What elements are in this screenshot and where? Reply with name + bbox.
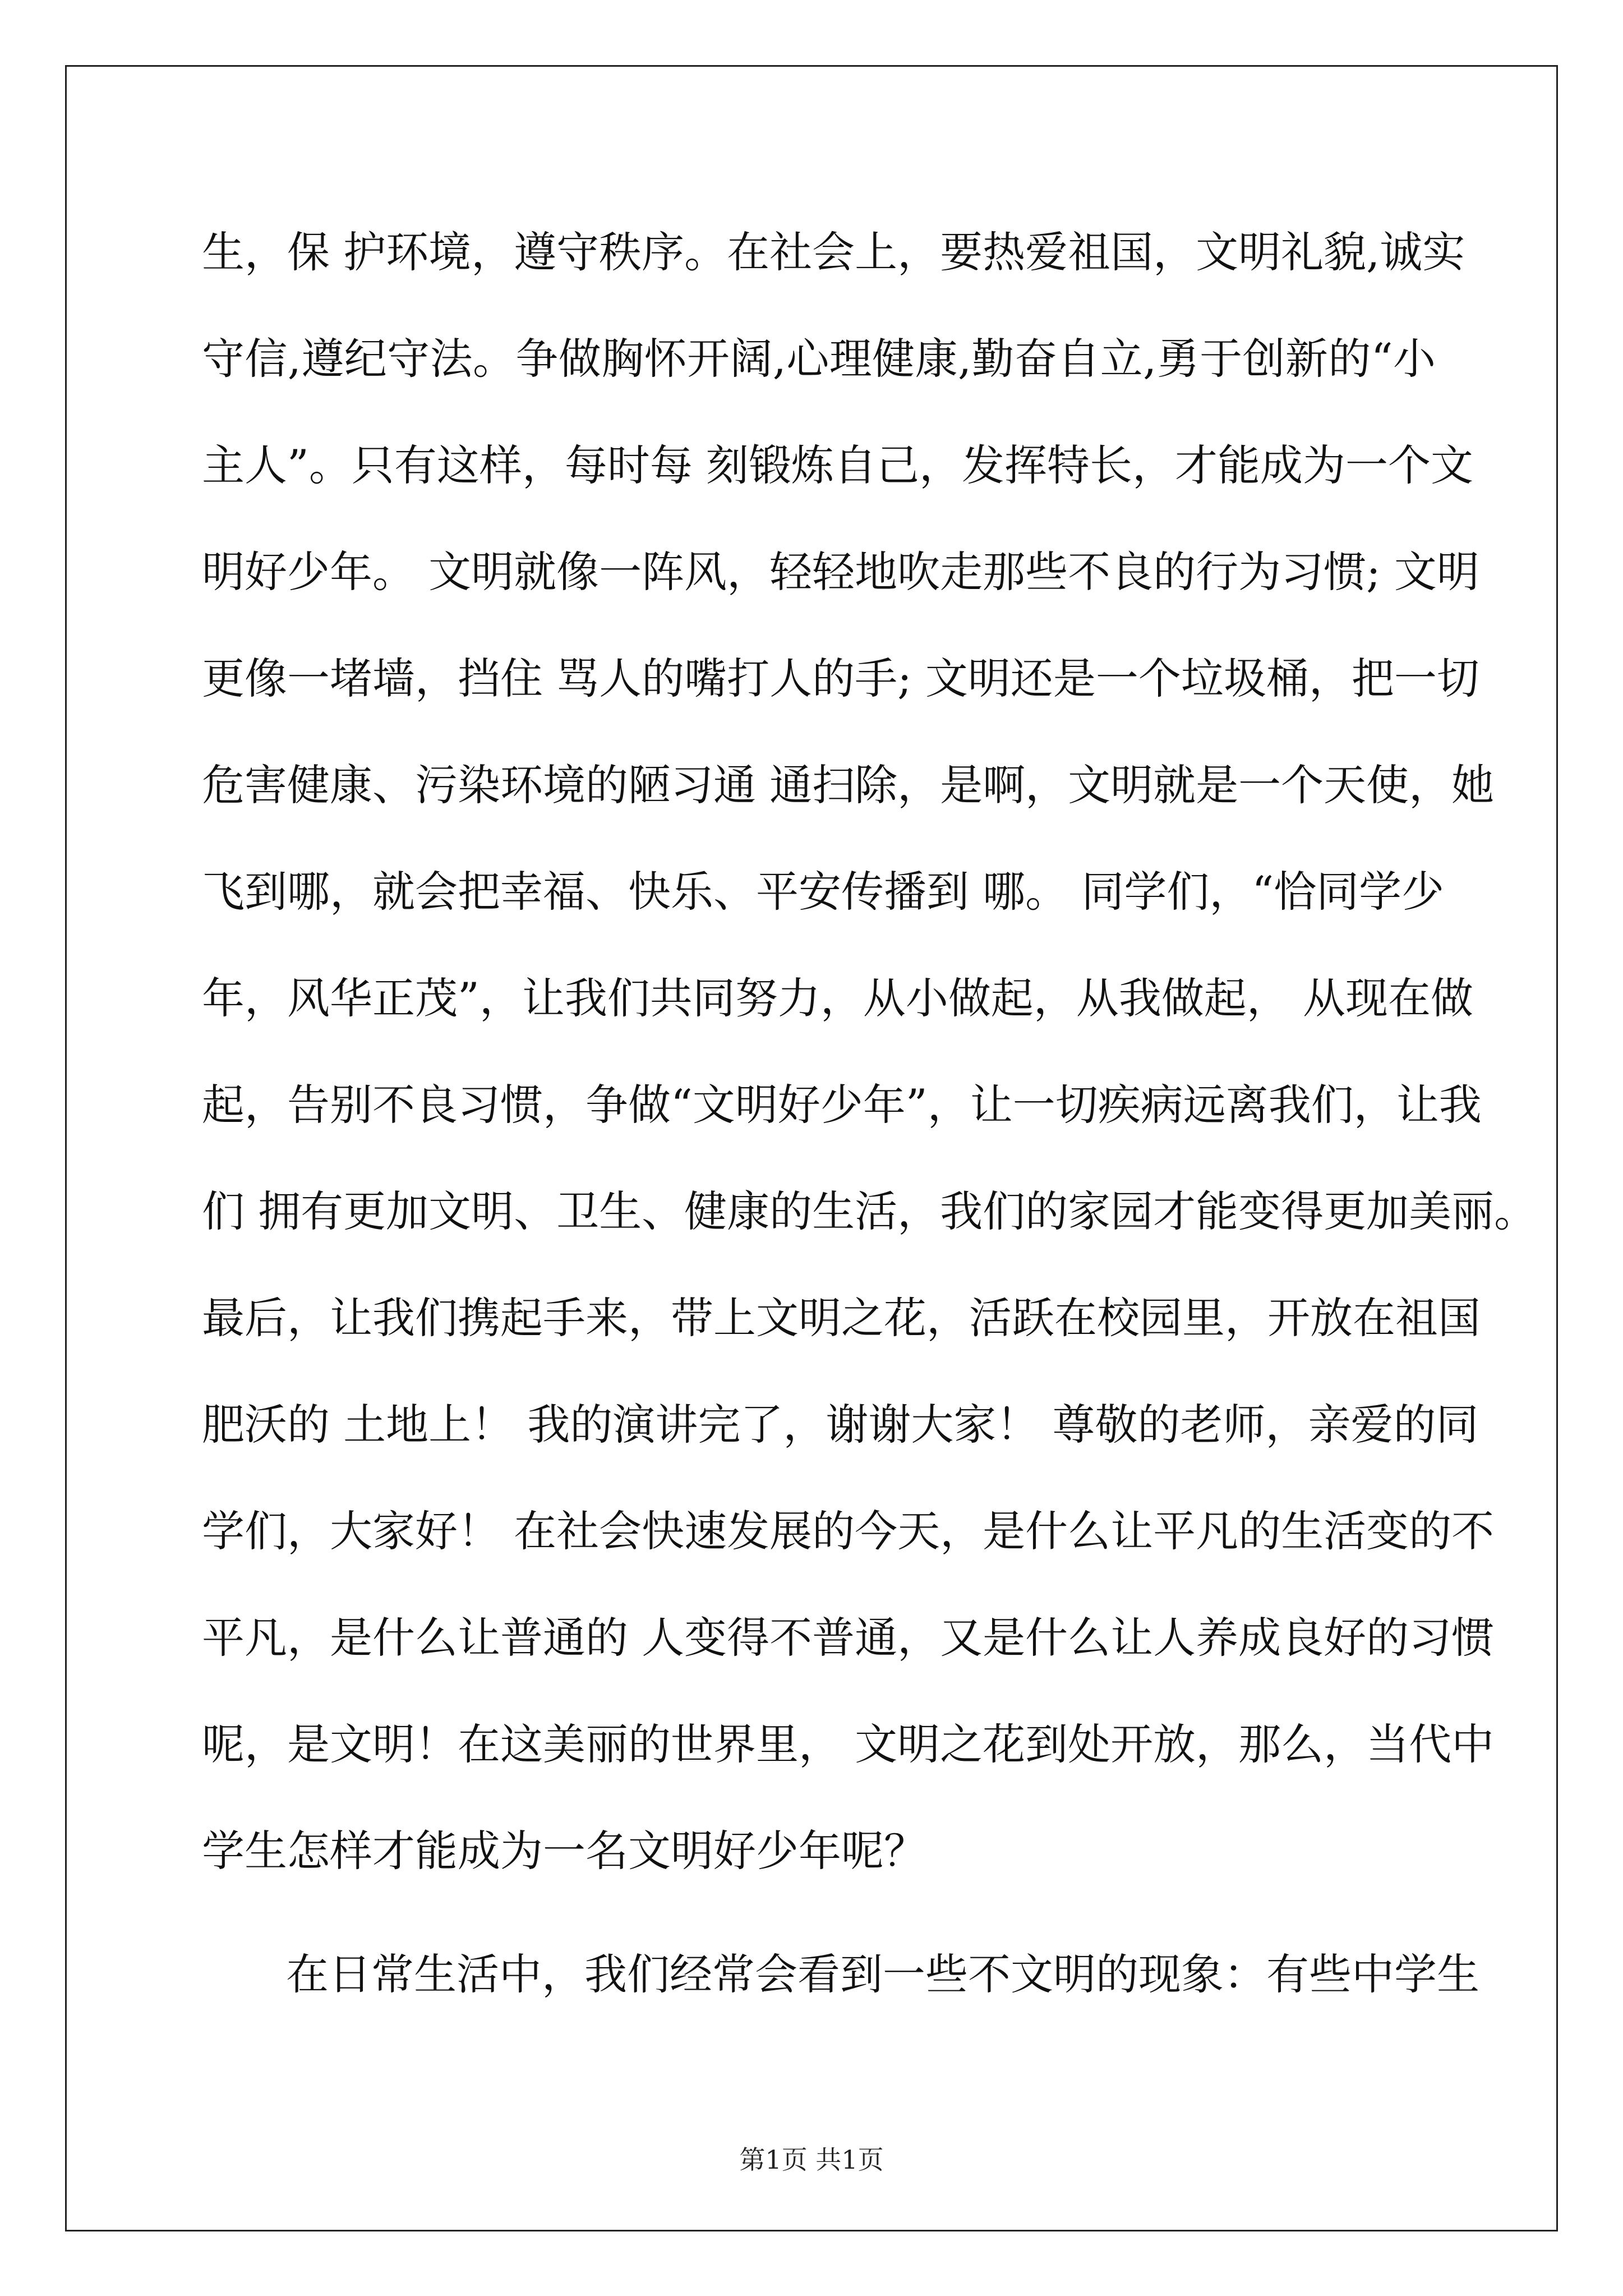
text-line: 飞到哪，就会把幸福、快乐、平安传播到 哪。 同学们，“恰同学少	[202, 867, 1445, 917]
text-line: 学生怎样才能成为一名文明好少年呢？	[202, 1826, 926, 1876]
text-line: 学们，大家好！ 在社会快速发展的今天，是什么让平凡的生活变的不	[202, 1506, 1495, 1556]
document-body	[202, 199, 1537, 2028]
text-line: 守信,遵纪守法。争做胸怀开阔,心理健康,勤奋自立,勇于创新的“小	[202, 334, 1436, 384]
text-line: 起，告别不良习惯，争做“文明好少年”，让一切疾病远离我们，让我	[202, 1080, 1482, 1130]
page-number-footer: 第1页 共1页	[739, 2145, 884, 2175]
text-line: 们 拥有更加文明、卫生、健康的生活，我们的家园才能变得更加美丽。	[202, 1186, 1537, 1236]
text-line: 呢，是文明！在这美丽的世界里， 文明之花到处开放，那么，当代中	[202, 1719, 1495, 1769]
text-line: 危害健康、污染环境的陋习通 通扫除，是啊，文明就是一个天使，她	[202, 760, 1495, 810]
paragraph-gap	[202, 1904, 1436, 1921]
text-line: 平凡，是什么让普通的 人变得不普通，又是什么让人养成良好的习惯	[202, 1613, 1495, 1663]
text-line: 明好少年。 文明就像一阵风，轻轻地吹走那些不良的行为习惯; 文明	[202, 547, 1479, 597]
text-line: 生，保 护环境，遵守秩序。在社会上，要热爱祖国，文明礼貌,诚实	[202, 227, 1465, 277]
text-line: 主人”。只有这样，每时每 刻锻炼自己，发挥特长，才能成为一个文	[202, 440, 1474, 490]
text-line: 年，风华正茂”，让我们共同努力，从小做起，从我做起， 从现在做	[202, 973, 1474, 1023]
text-line: 更像一堵墙，挡住 骂人的嘴打人的手; 文明还是一个垃圾桶，把一切	[202, 654, 1479, 703]
paragraph-first-line: 在日常生活中，我们经常会看到一些不文明的现象：有些中学生	[286, 1949, 1479, 1999]
text-line: 最后，让我们携起手来，带上文明之花，活跃在校园里，开放在祖国	[202, 1293, 1481, 1343]
text-line: 肥沃的 土地上！ 我的演讲完了，谢谢大家！ 尊敬的老师，亲爱的同	[202, 1400, 1479, 1450]
